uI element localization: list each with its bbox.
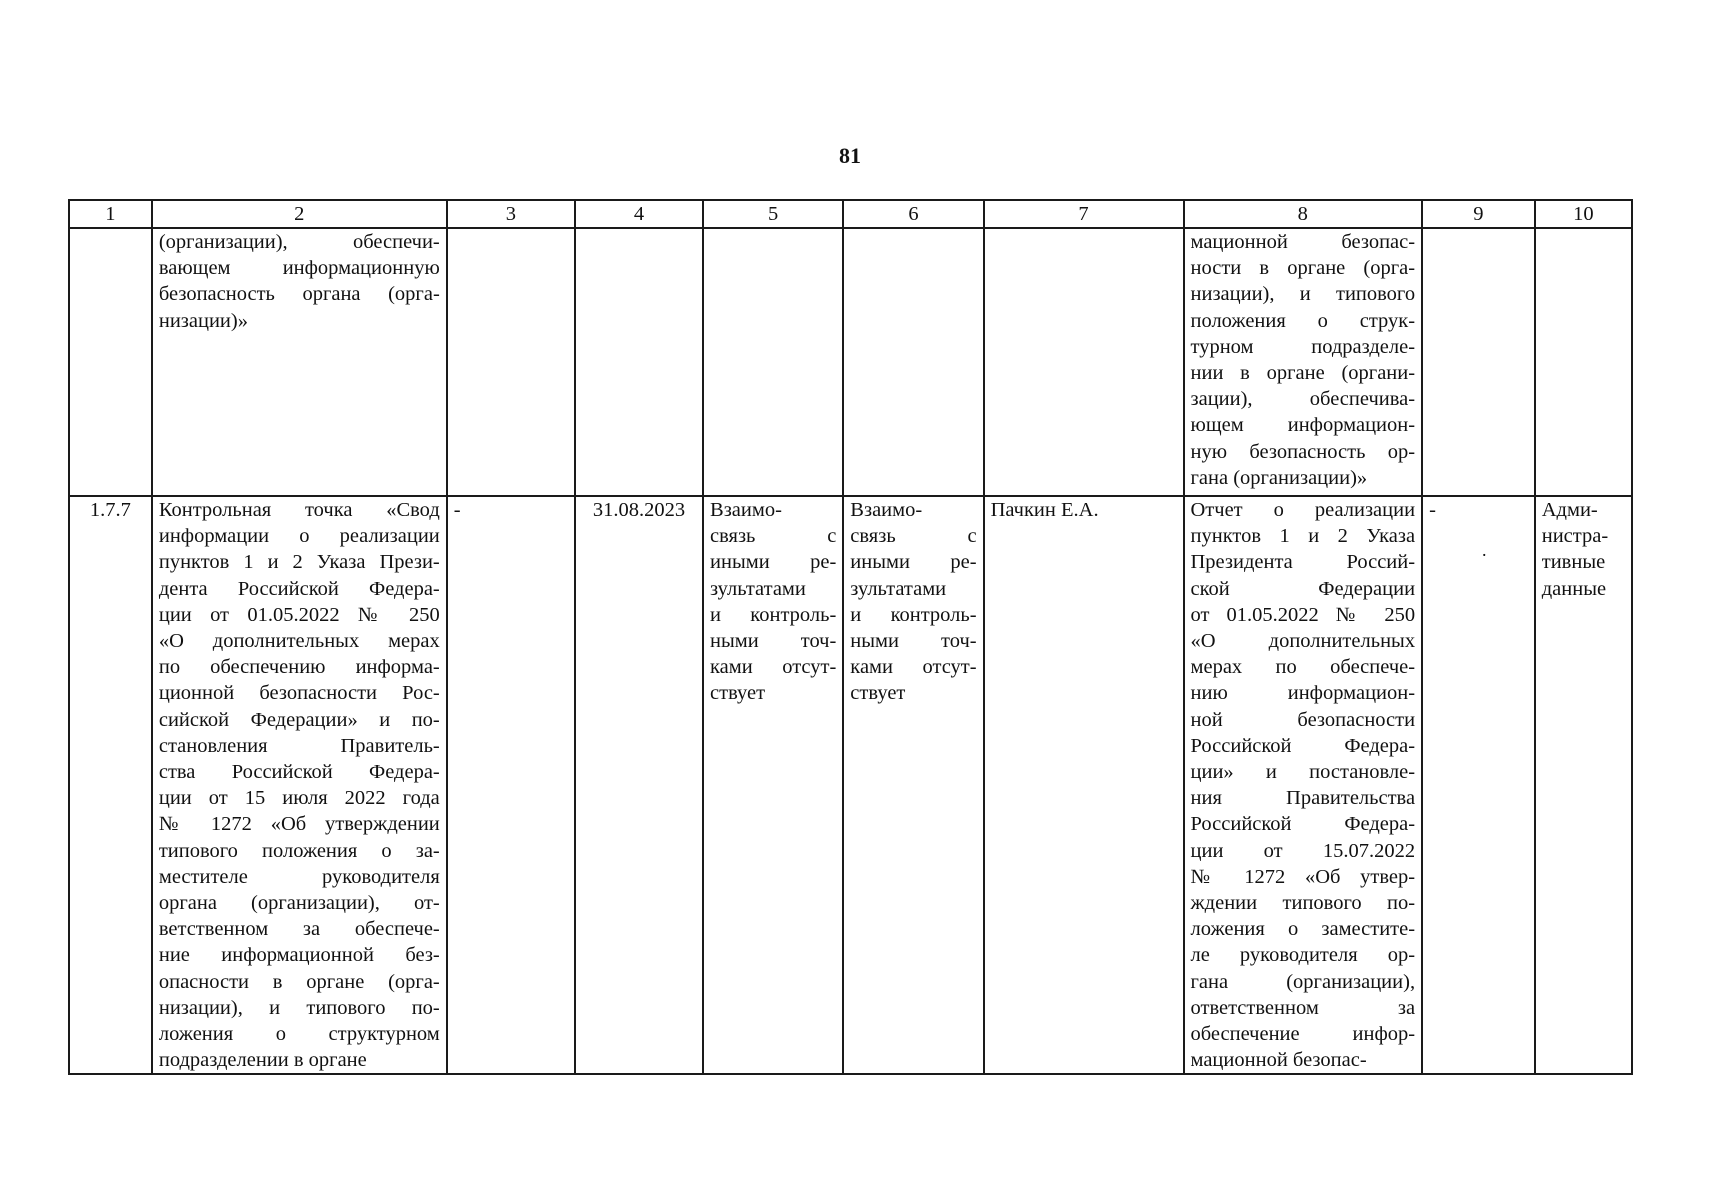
table-row-continuation: [69, 228, 1632, 496]
text-line: (организации), обеспечи-: [158, 231, 440, 253]
text-line: ности в органе (орга-: [1190, 257, 1416, 280]
text-line: ния Правительства: [1190, 787, 1416, 810]
text-line: типового положения о за-: [158, 839, 440, 862]
row1-result: [1184, 228, 1423, 496]
text-line: связь с: [850, 525, 977, 548]
header-col-8: 8: [1184, 200, 1423, 228]
text-line: зультатами: [710, 577, 806, 600]
row2-data-source: [1535, 496, 1632, 1074]
text-line: мационной безопас-: [1190, 231, 1416, 253]
row2-description: [152, 496, 447, 1074]
row1-col4: [575, 228, 703, 496]
text-line: информации о реализации: [158, 525, 440, 548]
text-line: № 1272 «Об утверждении: [158, 813, 440, 836]
text-line: «О дополнительных мерах: [158, 630, 440, 653]
text-line: низации), и типового: [1190, 283, 1416, 306]
header-col-2: 2: [152, 200, 447, 228]
header-col-10: 10: [1535, 200, 1632, 228]
row2-start-date: -: [447, 496, 575, 1074]
text-line: пунктов 1 и 2 Указа: [1190, 525, 1416, 548]
header-col-4: 4: [575, 200, 703, 228]
row1-col5: [703, 228, 843, 496]
text-line: Взаимо-: [710, 499, 782, 521]
header-col-6: 6: [843, 200, 983, 228]
header-col-9: 9: [1422, 200, 1535, 228]
text-line: ками отсут-: [710, 656, 837, 679]
text-line: нии в органе (органи-: [1190, 362, 1416, 385]
row2-col9: -: [1422, 496, 1535, 1074]
text-line: опасности в органе (орга-: [158, 970, 440, 993]
row2-predecessors: [703, 496, 843, 1074]
text-line: ответственном за: [1190, 996, 1416, 1019]
text-line: мерах по обеспече-: [1190, 656, 1416, 679]
text-line: сийской Федерации» и по-: [158, 708, 440, 731]
text-line: турном подразделе-: [1190, 335, 1416, 358]
stray-mark: .: [1482, 540, 1487, 560]
text-line: нистра-: [1541, 525, 1609, 548]
text-line: ющем информацион-: [1190, 414, 1416, 437]
text-line: и контроль-: [850, 603, 977, 626]
text-line: ции от 01.05.2022 № 250: [158, 603, 440, 626]
text-line: ционной безопасности Рос-: [158, 682, 440, 705]
text-line: ложения о структурном: [158, 1023, 440, 1046]
text-line: Российской Федера-: [1190, 734, 1416, 757]
text-line: зультатами: [850, 577, 947, 600]
text-line: ной безопасности: [1190, 708, 1416, 731]
text-line: дента Российской Федера-: [158, 577, 440, 600]
plan-table: [68, 199, 1633, 1075]
text-line: ние информационной без-: [158, 944, 440, 967]
text-line: Адми-: [1541, 499, 1598, 521]
text-line: связь с: [710, 525, 837, 548]
text-line: и контроль-: [710, 603, 837, 626]
text-line: зации), обеспечива-: [1190, 388, 1416, 411]
text-line: Российской Федера-: [1190, 813, 1416, 836]
text-line: ции» и постановле-: [1190, 761, 1416, 784]
text-line: иными ре-: [710, 551, 837, 574]
row1-number: [69, 228, 152, 496]
row2-responsible: Пачкин Е.А.: [984, 496, 1184, 1074]
text-line: ле руководителя ор-: [1190, 944, 1416, 967]
text-line: подразделении в органе: [158, 1049, 367, 1072]
header-col-5: 5: [703, 200, 843, 228]
text-line: ствует: [710, 682, 766, 705]
row1-col9: [1422, 228, 1535, 496]
text-line: № 1272 «Об утвер-: [1190, 865, 1416, 888]
row1-col10: [1535, 228, 1632, 496]
text-line: ложения о заместите-: [1190, 918, 1416, 941]
text-line: обеспечение инфор-: [1190, 1023, 1416, 1046]
text-line: Взаимо-: [850, 499, 923, 521]
text-line: ции от 15.07.2022: [1190, 839, 1416, 862]
text-line: низации), и типового по-: [158, 996, 440, 1019]
text-line: ками отсут-: [850, 656, 977, 679]
text-line: иными ре-: [850, 551, 977, 574]
text-line: мационной безопас-: [1190, 1049, 1367, 1072]
text-line: ской Федерации: [1190, 577, 1416, 600]
text-line: Контрольная точка «Свод: [158, 499, 440, 521]
text-line: ными точ-: [850, 630, 977, 653]
text-line: вающем информационную: [158, 257, 440, 280]
text-line: ветственном за обеспече-: [158, 918, 440, 941]
text-line: ными точ-: [710, 630, 837, 653]
text-line: ства Российской Федера-: [158, 761, 440, 784]
text-line: гана (организации)»: [1190, 466, 1368, 489]
table-row-1-7-7: [69, 496, 1632, 1074]
text-line: пунктов 1 и 2 Указа Прези-: [158, 551, 440, 574]
text-line: безопасность органа (орга-: [158, 283, 440, 306]
row2-result: [1184, 496, 1423, 1074]
text-line: тивные: [1541, 551, 1606, 574]
row1-description: [152, 228, 447, 496]
text-line: «О дополнительных: [1190, 630, 1416, 653]
text-line: Отчет о реализации: [1190, 499, 1416, 521]
row1-col6: [843, 228, 983, 496]
header-col-1: 1: [69, 200, 152, 228]
text-line: ствует: [850, 682, 906, 705]
text-line: Президента Россий-: [1190, 551, 1416, 574]
text-line: от 01.05.2022 № 250: [1190, 603, 1416, 626]
header-row: [69, 200, 1632, 228]
text-line: гана (организации),: [1190, 970, 1416, 993]
text-line: местителе руководителя: [158, 865, 440, 888]
row2-end-date: 31.08.2023: [575, 496, 703, 1074]
text-line: органа (организации), от-: [158, 892, 440, 915]
header-col-7: 7: [984, 200, 1184, 228]
text-line: ную безопасность ор-: [1190, 440, 1416, 463]
header-col-3: 3: [447, 200, 575, 228]
text-line: по обеспечению информа-: [158, 656, 440, 679]
text-line: данные: [1541, 577, 1607, 600]
text-line: низации)»: [158, 309, 248, 332]
text-line: нию информацион-: [1190, 682, 1416, 705]
text-line: становления Правитель-: [158, 734, 440, 757]
row2-successors: [843, 496, 983, 1074]
row2-number: 1.7.7: [69, 496, 152, 1074]
text-line: ции от 15 июля 2022 года: [158, 787, 440, 810]
row1-col7: [984, 228, 1184, 496]
text-line: положения о струк-: [1190, 309, 1416, 332]
row1-col3: [447, 228, 575, 496]
text-line: ждении типового по-: [1190, 892, 1416, 915]
page-number: 81: [839, 143, 861, 168]
